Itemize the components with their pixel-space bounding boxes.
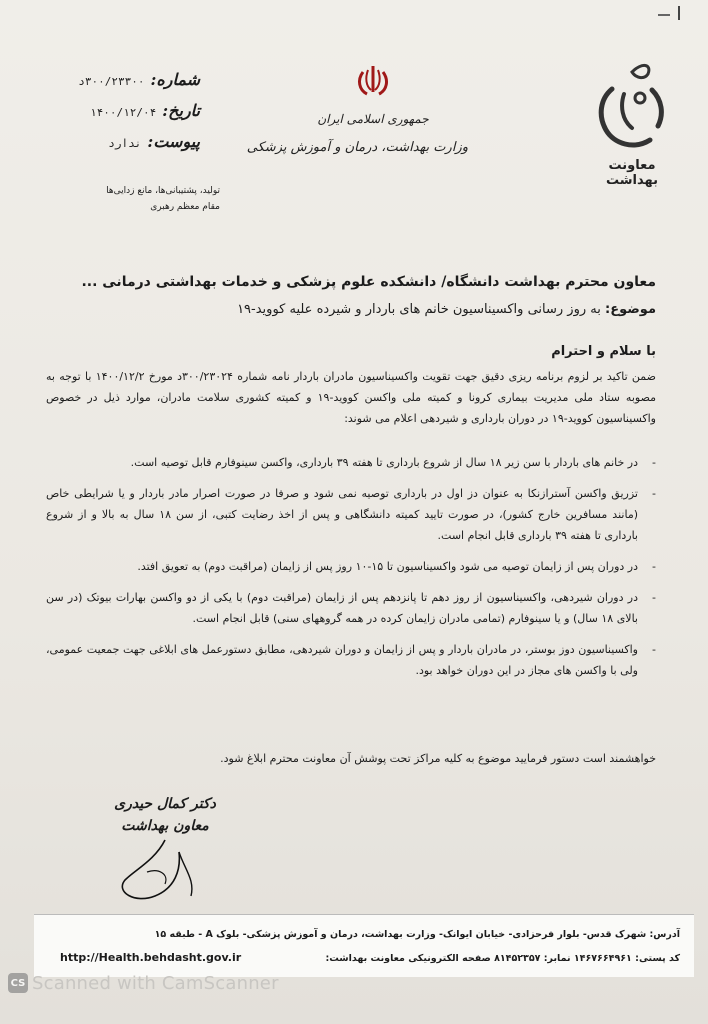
bullet-marker: - xyxy=(652,487,656,500)
date-label: تاریخ: xyxy=(162,101,200,120)
emblem-line-2: وزارت بهداشت، درمان و آموزش پزشکی xyxy=(246,140,468,155)
directive-list xyxy=(46,452,656,691)
emblem-line-1: جمهوری اسلامی ایران xyxy=(317,112,429,126)
camscanner-logo-icon: CS xyxy=(8,973,28,993)
slogan-line-2: مقام معظم رهبری xyxy=(150,202,220,212)
corner-mark xyxy=(658,14,670,16)
iran-emblem-icon xyxy=(353,62,393,102)
camscanner-watermark xyxy=(8,972,279,994)
signer-name: دکتر کمال حیدری xyxy=(114,796,216,812)
attachment-value: ندارد xyxy=(108,137,142,150)
list-item-text: در خانم های باردار با سن زیر ۱۸ سال از شروع بارداری تا هفته ۳۹ بارداری، واکسن سینوفارم قابل توصیه است. xyxy=(130,456,638,469)
list-item-text: در دوران شیردهی، واکسیناسیون از روز دهم تا پانزدهم پس از زایمان (مراقبت دوم) با یکی از دو واکسن بهارات بیوتک (در سن بالای ۱۸ سال) و یا سینوفارم (تمامی مادران زایمان کرده در همه گروههای سنی) قابل انجام است. xyxy=(46,591,638,625)
list-item xyxy=(46,556,656,577)
list-item-text: واکسیناسیون دوز بوستر، در مادران باردار و پس از زایمان و دوران شیردهی، مطابق دستورعمل های ابلاغی جهت جمعیت عمومی، ولی با واکسن های مجاز در این دوران خواهد بود. xyxy=(46,643,638,677)
letter-footer xyxy=(34,914,694,977)
list-item-text: در دوران پس از زایمان توصیه می شود واکسیناسیون تا ۱۵-۱۰ روز پس از زایمان (مراقبت دوم) به تعویق افتد. xyxy=(137,560,638,573)
date-row xyxy=(40,101,200,120)
attachment-label: پیوست: xyxy=(147,132,200,151)
list-item xyxy=(46,587,656,629)
subject-text: به روز رسانی واکسیناسیون خانم های باردار و شیرده علیه کووید-۱۹ xyxy=(237,302,601,317)
handwritten-signature xyxy=(95,800,245,910)
list-item xyxy=(46,639,656,681)
number-row xyxy=(40,70,200,89)
closing-line: خواهشمند است دستور فرمایید موضوع به کلیه مراکز تحت پوشش آن معاونت محترم ابلاغ شود. xyxy=(220,752,656,765)
list-item-text: تزریق واکسن آسترازنکا به عنوان دز اول در بارداری توصیه نمی شود و صرفا در صورت اصرار مادر باردار و یا شرایطی خاص (مانند مسافرین خارج کشور)، در صورت تایید کمیته دانشگاهی و پس از اخذ رضایت کتبی، از سن ۱۸ سال به بالا و از شروع بارداری تا هفته ۳۹ بارداری قابل انجام است. xyxy=(46,487,638,542)
attachment-row xyxy=(40,132,200,151)
bullet-marker: - xyxy=(652,456,656,469)
subject-label: موضوع: xyxy=(605,302,656,317)
number-value: ۳۰۰/۲۳۳۰۰د xyxy=(78,75,145,88)
footer-address: آدرس: شهرک قدس- بلوار فرحزادی- خیابان ایوانک- وزارت بهداشت، درمان و آموزش پزشکی- بلوک A - طبقه ۱۵ xyxy=(154,929,680,940)
list-item xyxy=(46,452,656,473)
bullet-marker: - xyxy=(652,560,656,573)
recipient-line: معاون محترم بهداشت دانشگاه/ دانشکده علوم پزشکی و خدمات بهداشتی درمانی ... xyxy=(81,274,656,290)
number-label: شماره: xyxy=(150,70,200,89)
slogan-line-1: تولید، پشتیبانی‌ها، مانع زدایی‌ها xyxy=(106,186,220,196)
bullet-marker: - xyxy=(652,643,656,656)
signer-title: معاون بهداشت xyxy=(121,818,209,834)
footer-contact: کد پستی: ۱۴۶۷۶۶۴۹۶۱ نمابر: ۸۱۴۵۲۳۵۷ صفحه الکترونیکی معاونت بهداشت: xyxy=(325,953,680,964)
letter-metadata xyxy=(40,70,200,163)
intro-paragraph: ضمن تاکید بر لزوم برنامه ریزی دقیق جهت تقویت واکسیناسیون مادران باردار نامه شماره ۳۰۰/۲۳۰۲۴د مورخ ۱۴۰۰/۱۲/۲ با توجه به مصوبه ستاد ملی مدیریت بیماری کرونا و کمیته ملی واکسن کووید-۱۹ و کمیته کشوری سلامت مادران، موارد ذیل در خصوص واکسیناسیون کووید-۱۹ در دوران بارداری و شیردهی اعلام می شوند: xyxy=(46,370,656,425)
corner-mark xyxy=(678,6,680,20)
health-deputy-logo xyxy=(582,54,682,188)
subject-line xyxy=(36,302,656,317)
ministry-emblem xyxy=(246,62,468,172)
watermark-text: Scanned with CamScanner xyxy=(32,972,279,994)
logo-caption: معاونت بهداشت xyxy=(606,158,658,188)
list-item xyxy=(46,483,656,546)
slogan-stamp xyxy=(40,183,220,215)
health-logo-icon xyxy=(582,54,682,154)
bullet-marker: - xyxy=(652,591,656,604)
date-value: ۱۴۰۰/۱۲/۰۴ xyxy=(90,106,157,119)
greeting: با سلام و احترام xyxy=(551,344,656,359)
footer-website-link[interactable]: http://Health.behdasht.gov.ir xyxy=(60,951,242,964)
